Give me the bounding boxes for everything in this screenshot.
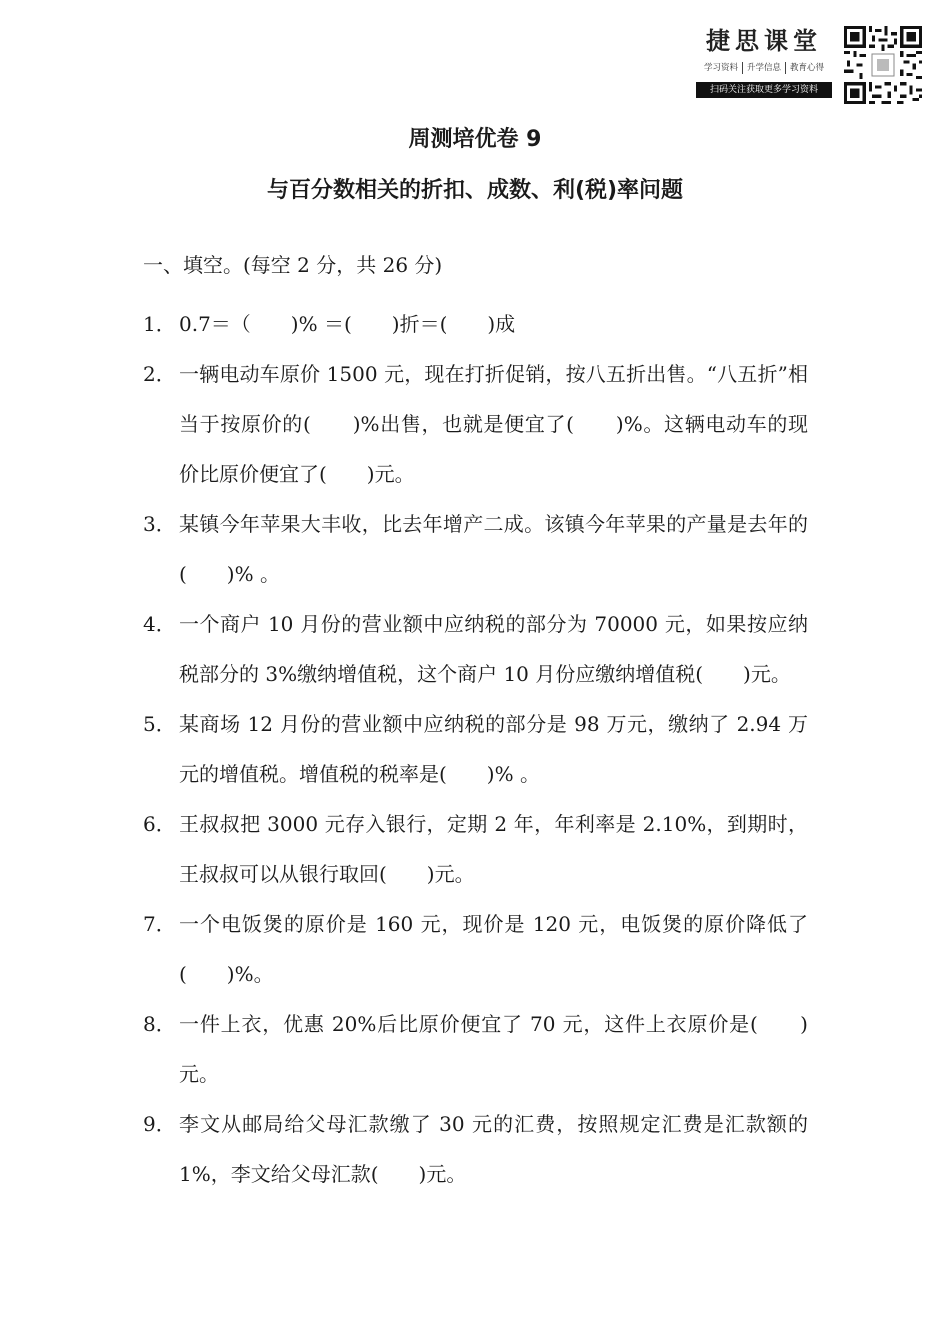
question-item — [143, 799, 808, 899]
question-number: 5． — [143, 712, 176, 736]
question-item — [143, 349, 808, 499]
brand-tag: 教育心得 — [785, 62, 828, 74]
question-item — [143, 299, 808, 349]
question-number: 7． — [143, 912, 176, 936]
question-number: 8． — [143, 1012, 176, 1036]
question-item — [143, 599, 808, 699]
question-number: 1． — [143, 312, 176, 336]
brand-block — [696, 26, 832, 98]
question-text: 一个电饭煲的原价是 160 元，现价是 120 元，电饭煲的原价降低了( )%。 — [179, 912, 808, 986]
question-item — [143, 1099, 808, 1199]
question-text: 一件上衣，优惠 20%后比原价便宜了 70 元，这件上衣原价是( )元。 — [179, 1012, 808, 1086]
question-text: 一个商户 10 月份的营业额中应纳税的部分为 70000 元，如果按应纳税部分的 3%缴纳增值税，这个商户 10 月份应缴纳增值税( )元。 — [179, 612, 808, 686]
question-item — [143, 999, 808, 1099]
question-number: 6． — [143, 812, 176, 836]
question-list — [143, 299, 808, 1199]
page-subtitle: 与百分数相关的折扣、成数、利(税)率问题 — [266, 178, 684, 203]
question-text: 0.7＝（ )% ＝( )折＝( )成 — [179, 312, 516, 336]
question-number: 3． — [143, 512, 176, 536]
question-number: 9． — [143, 1112, 176, 1136]
question-item — [143, 499, 808, 599]
question-item — [143, 699, 808, 799]
question-text: 王叔叔把 3000 元存入银行，定期 2 年，年利率是 2.10%，到期时，王叔叔可以从银行取回( )元。 — [179, 812, 808, 886]
section-heading: 一、填空。(每空 2 分，共 26 分) — [143, 253, 443, 277]
qr-code-icon[interactable] — [844, 26, 922, 104]
question-text: 李文从邮局给父母汇款缴了 30 元的汇费，按照规定汇费是汇款额的 1%，李文给父母汇款( )元。 — [179, 1112, 808, 1186]
question-number: 4． — [143, 612, 176, 636]
brand-banner: 扫码关注获取更多学习资料 — [696, 82, 832, 98]
brand-name: 捷思课堂 — [706, 26, 822, 55]
question-number: 2． — [143, 362, 176, 386]
question-item — [143, 899, 808, 999]
brand-tag: 升学信息 — [742, 62, 785, 74]
question-text: 某镇今年苹果大丰收，比去年增产二成。该镇今年苹果的产量是去年的( )% 。 — [179, 512, 808, 586]
brand-tag: 学习资料 — [703, 63, 738, 73]
question-text: 一辆电动车原价 1500 元，现在打折促销，按八五折出售。“八五折”相当于按原价的( )%出售，也就是便宜了( )%。这辆电动车的现价比原价便宜了( )元。 — [179, 362, 808, 486]
question-text: 某商场 12 月份的营业额中应纳税的部分是 98 万元，缴纳了 2.94 万元的增值税。增值税的税率是( )% 。 — [179, 712, 808, 786]
brand-tags — [696, 62, 832, 74]
page-title: 周测培优卷 9 — [408, 127, 542, 152]
